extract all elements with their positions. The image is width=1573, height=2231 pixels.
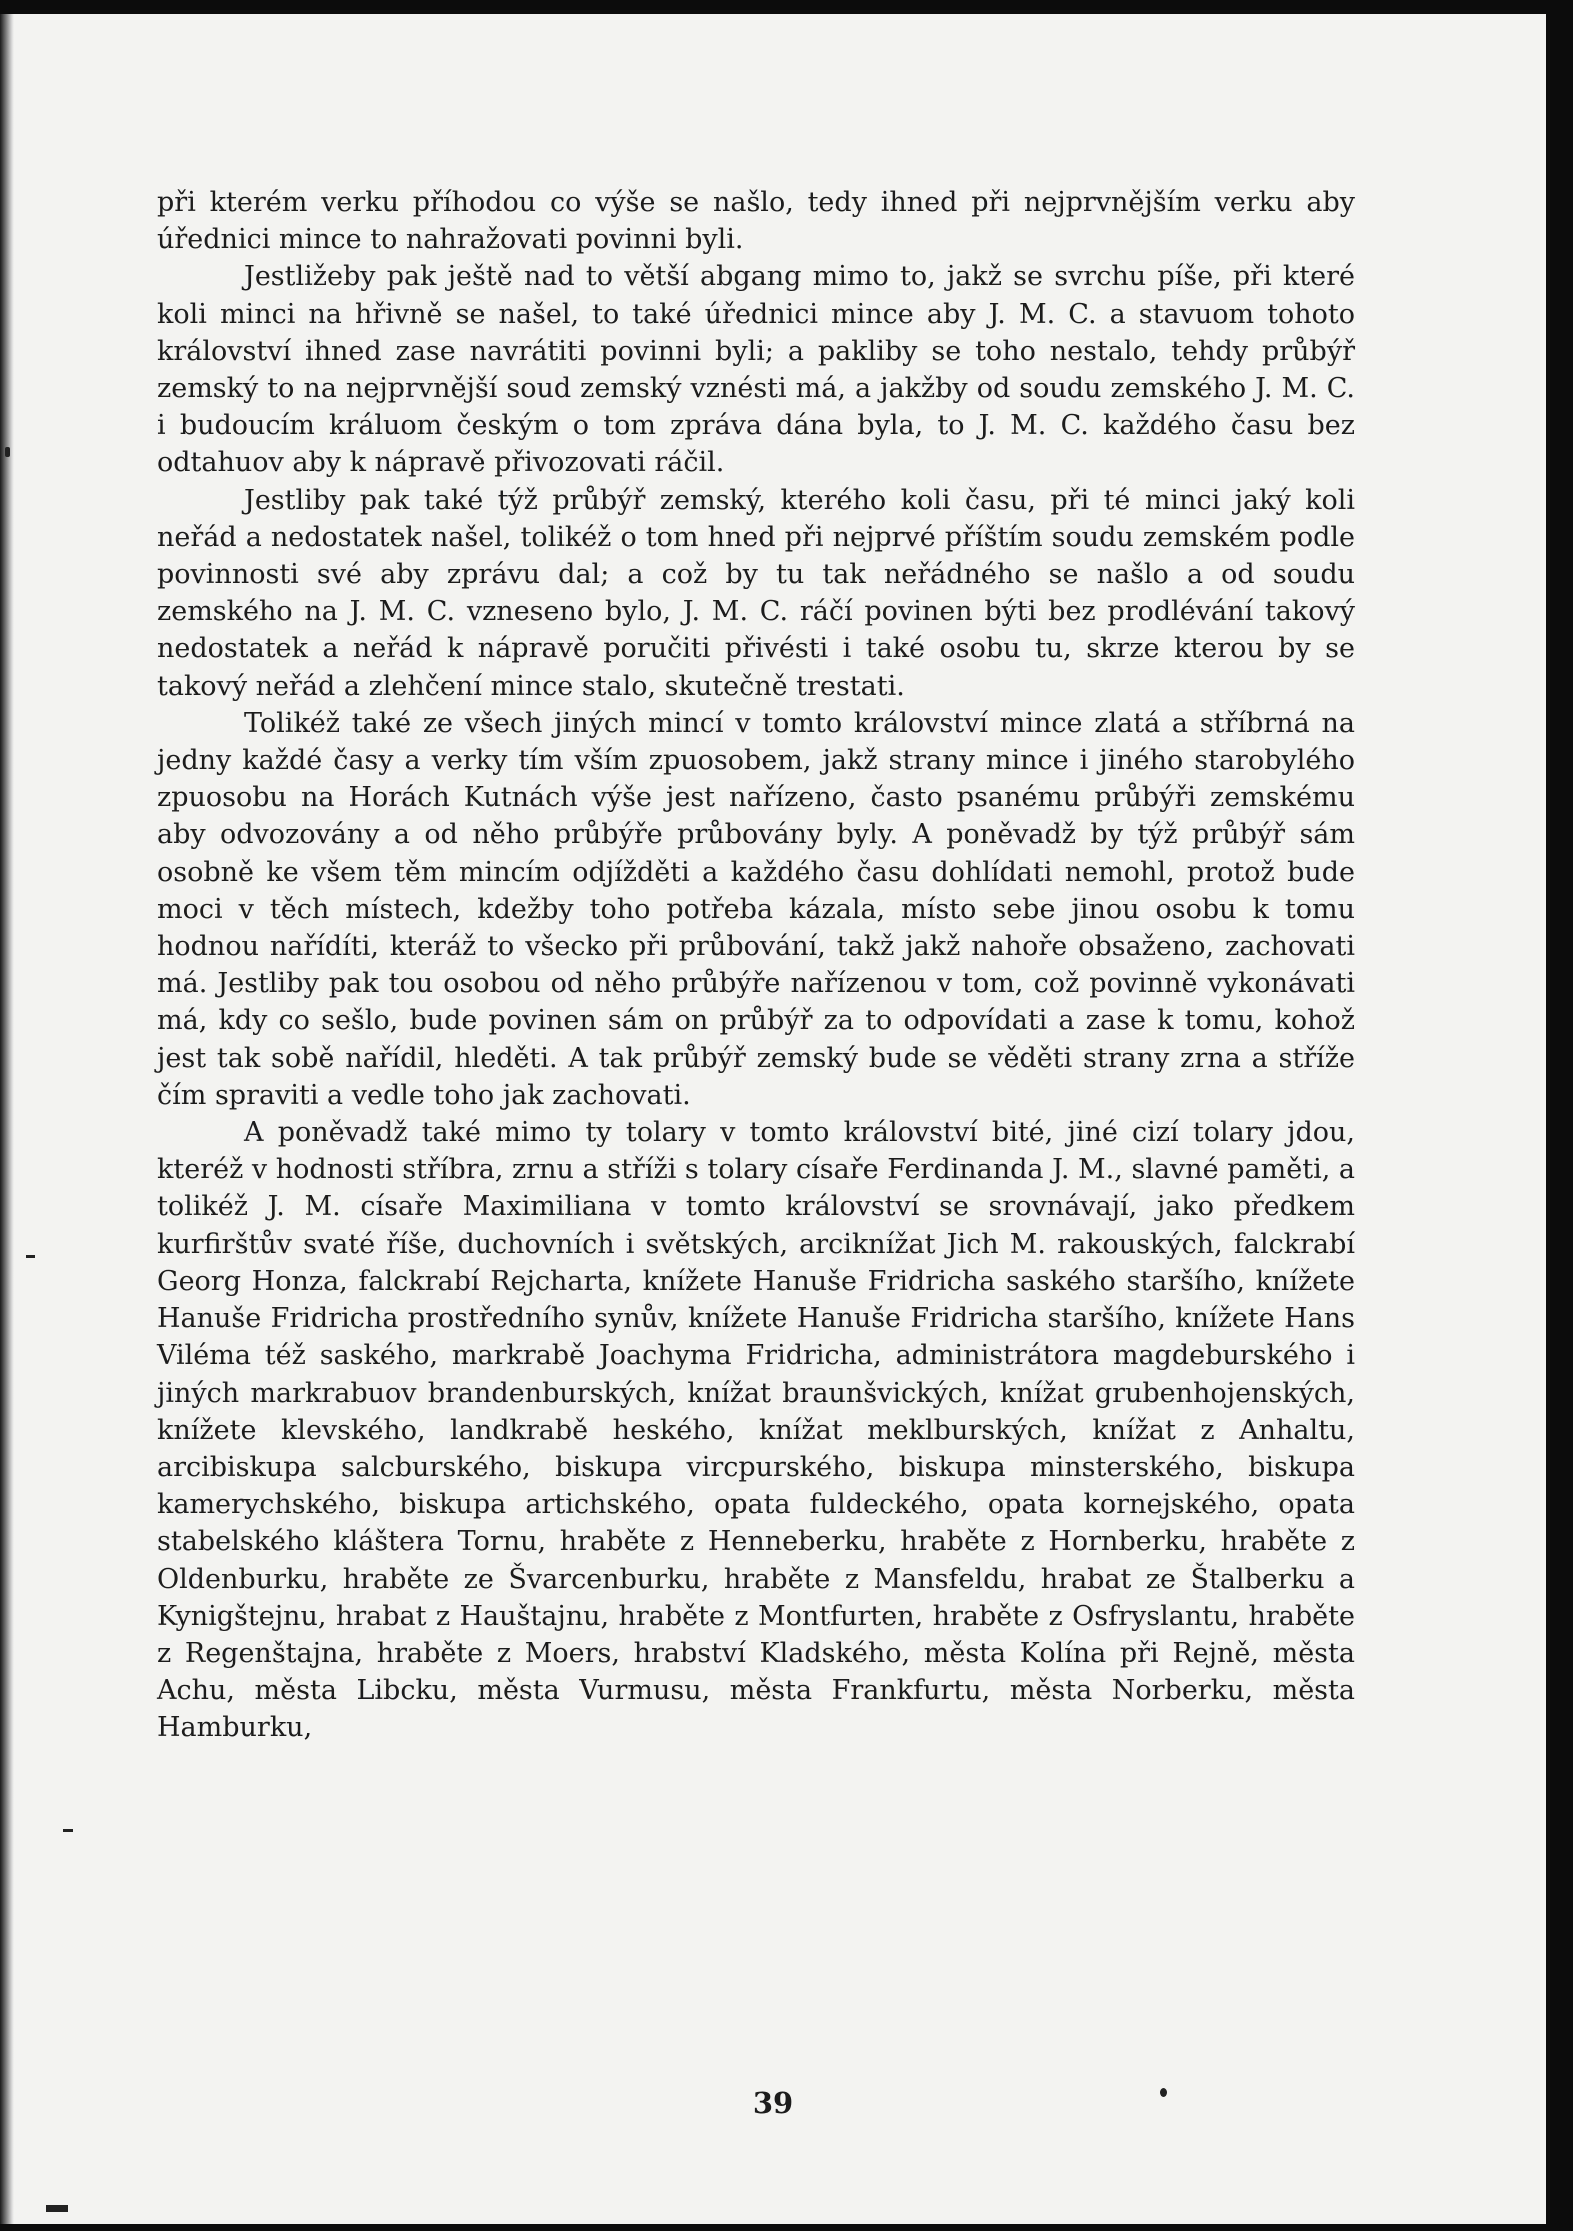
scan-mark [46,2205,68,2212]
margin-mark [5,447,10,457]
paragraph-1: při kterém verku příhodou co výše se našlo, tedy ihned při nejprvnějším verku aby úřednici mince to nahražovati povinni byli. [157,187,1355,256]
margin-dash-mark [26,1255,35,1258]
page-number: 39 [752,2086,794,2120]
body-text [157,184,1355,1747]
paragraph-2: Jestližeby pak ještě nad to větší abgang mimo to, jakž se svrchu píše, při které koli minci na hřivně se našel, to také úřednici mince aby J. M. C. a stavuom tohoto království ihned zase navrátiti povinni byli; a pakliby se toho nestalo, tehdy průbýř zemský to na nejprvnější soud zemský vznésti má, a jakžby od soudu zemského J. M. C. i budoucím králuom českým o tom zpráva dána byla, to J. M. C. každého času bez odtahuov aby k nápravě přivozovati ráčil. [157,261,1355,479]
margin-dash-mark [63,1829,73,1832]
scanned-page [0,14,1546,2224]
paragraph-3: Jestliby pak také týž průbýř zemský, kterého koli času, při té minci jaký koli neřád a nedostatek našel, tolikéž o tom hned při nejprvé příštím soudu zemském podle povinnosti své aby zprávu dal; a což by tu tak neřádného se našlo a od soudu zemského na J. M. C. vzneseno bylo, J. M. C. ráčí povinen býti bez prodlévání takový nedostatek a neřád k nápravě poručiti přivésti i také osobu tu, skrze kterou by se takový neřád a zlehčení mince stalo, skutečně trestati. [157,484,1355,702]
paragraph-4: Tolikéž také ze všech jiných mincí v tomto království mince zlatá a stříbrná na jedny každé časy a verky tím vším zpuosobem, jakž strany mince i jiného starobylého zpuosobu na Horách Kutnách výše jest nařízeno, často psanému průbýři zemskému aby odvozovány a od něho průbýře průbovány byly. A poněvadž by týž průbýř sám osobně ke všem těm mincím odjížděti a každého času dohlídati nemohl, protož bude moci v těch místech, kdežby toho potřeba kázala, místo sebe jinou osobu k tomu hodnou nařídíti, kteráž to všecko při průbování, takž jakž nahoře obsaženo, zachovati má. Jestliby pak tou osobou od něho průbýře nařízenou v tom, což povinně vykonávati má, kdy co sešlo, bude povinen sám on průbýř za to odpovídati a zase k tomu, kohož jest tak sobě nařídil, hleděti. A tak průbýř zemský bude se věděti strany zrna a stříže čím spraviti a vedle toho jak zachovati. [157,707,1355,1111]
page-binding-edge [0,14,14,2224]
ink-speck [1160,2088,1167,2097]
paragraph-5: A poněvadž také mimo ty tolary v tomto království bité, jiné cizí tolary jdou, kteréž v hodnosti stříbra, zrnu a stříži s tolary císaře Ferdinanda J. M., slavné paměti, a tolikéž J. M. císaře Maximiliana v tomto království se srovnávají, jako předkem kurfirštův svaté říše, duchovních i světských, arciknížat Jich M. rakouských, falckrabí Georg Honza, falckrabí Rejcharta, knížete Hanuše Fridricha saského staršího, knížete Hanuše Fridricha prostředního synův, knížete Hanuše Fridricha staršího, knížete Hans Viléma též saského, markrabě Joachyma Fridricha, administrátora magdeburského i jiných markrabuov brandenburských, knížat braunšvických, knížat grubenhojenských, knížete klevského, landkrabě heského, knížat meklburských, knížat z Anhaltu, arcibiskupa salcburského, biskupa vircpurského, biskupa minsterského, biskupa kamerychského, biskupa artichského, opata fuldeckého, opata kornejského, opata stabelského kláštera Tornu, hraběte z Henneberku, hraběte z Hornberku, hraběte z Oldenburku, hraběte ze Švarcenburku, hraběte z Mansfeldu, hrabat ze Štalberku a Kynigštejnu, hrabat z Hauštajnu, hraběte z Montfurten, hraběte z Osfryslantu, hraběte z Regenštajna, hraběte z Moers, hrabství Kladského, města Kolína při Rejně, města Achu, města Libcku, města Vurmusu, města Frankfurtu, města Norberku, města Hamburku, [157,1117,1355,1744]
